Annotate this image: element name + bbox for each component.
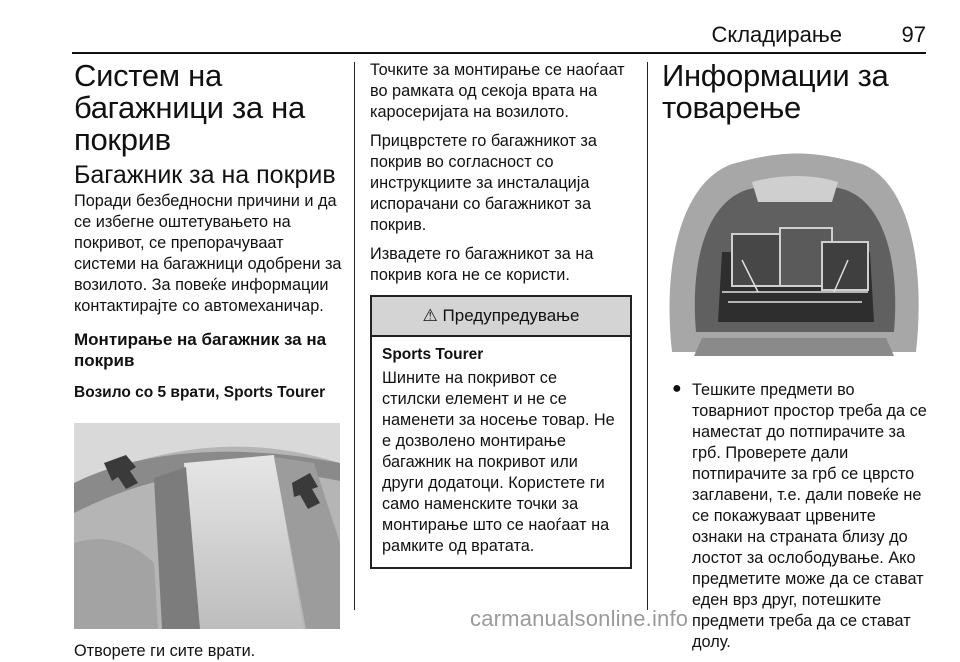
cargo-area-illustration: [662, 142, 926, 362]
column-divider-left: [354, 62, 355, 610]
subheading-roof-rack: Багажник за на покрив: [74, 161, 336, 189]
loading-bullet-item: [662, 380, 928, 653]
column-2: [370, 60, 632, 569]
mount-points-paragraph: Точките за монтирање се наоѓаат во рамката од секоја врата на каросеријата на возилото.: [370, 61, 625, 121]
loading-bullet-text: Тешките предмети во товарниот простор треба да се наместат до потпирачите за грб. Проверете дали потпирачите за грб се цврсто заглавени, т.е. дали повеќе не се покажуваат црвените ознаки на страната близу до лостот за ослободување. Ако предметите може да се стават еден врз друг, потешките предмети треба да се стават долу.: [692, 381, 927, 651]
variant-heading: Возило со 5 врати, Sports Tourer: [74, 384, 326, 401]
warning-box: [370, 295, 632, 569]
warning-text: Шините на покривот се стилски елемент и не се наменети за носење товар. Не е дозволено монтирање багажник на покривот или други додатоци. Користете ги само наменските точки за монтирање што се наоѓаат на рамките од вратата.: [382, 369, 615, 555]
header-rule: [72, 52, 926, 54]
watermark-text: carmanualsonline.info: [470, 606, 689, 631]
column-divider-right: [647, 62, 648, 610]
warning-header: [372, 297, 630, 337]
remove-paragraph: Извадете го багажникот за на покрив кога не се користи.: [370, 245, 594, 284]
door-frame-illustration-svg: [74, 423, 340, 629]
illustration-caption: Отворете ги сите врати.: [74, 642, 256, 660]
warning-subtitle: Sports Tourer: [382, 346, 484, 363]
section-heading-loading-info: Информации за товарење: [662, 58, 889, 125]
warning-triangle-icon: ⚠: [422, 306, 438, 325]
column-3: [662, 60, 928, 653]
attach-paragraph: Прицврстете го багажникот за покрив во согласност со инструкциите за инсталација испорачани со багажникот за покрив.: [370, 132, 597, 234]
intro-paragraph: Поради безбедносни причини и да се избегне оштетувањето на покривот, се препорачуваат системи на багажници одобрени за возилото. За повеќе информации контактирајте со автомеханичар.: [74, 192, 342, 315]
running-header-title: Складирање: [711, 22, 842, 47]
mount-heading: Монтирање на багажник за на покрив: [74, 330, 327, 370]
cargo-box-left: [732, 234, 786, 286]
section-heading-roof-rack-system: Систем на багажници за на покрив: [74, 58, 305, 157]
column-1: [74, 60, 342, 662]
cargo-area-illustration-svg: [662, 142, 926, 362]
door-frame-illustration: [74, 423, 340, 629]
warning-body: [372, 337, 630, 567]
page-number: 97: [901, 22, 926, 47]
bullet-dot-icon: ●: [672, 380, 682, 397]
warning-title: Предупредување: [442, 306, 580, 325]
